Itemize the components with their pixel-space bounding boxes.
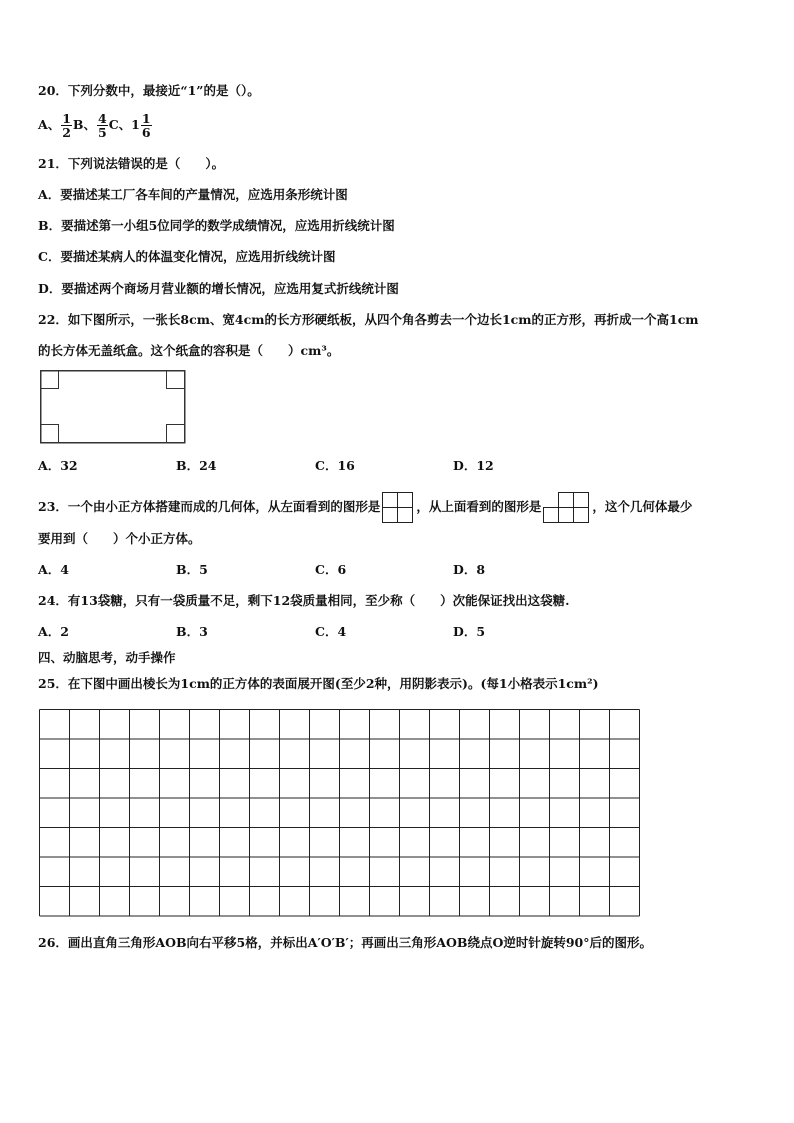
left-view-figure bbox=[382, 492, 414, 524]
corner-square-bottom-right bbox=[167, 425, 185, 443]
cardboard-outline bbox=[41, 371, 185, 443]
q23-stem-line1 bbox=[38, 491, 692, 524]
q24-stem: 24．有13袋糖，只有一袋质量不足，剩下12袋质量相同，至少称（ ）次能保证找出这袋糖. bbox=[38, 593, 570, 608]
q20-option-c-whole: 1 bbox=[131, 117, 140, 132]
q20-stem: 20．下列分数中，最接近“1”的是（）。 bbox=[38, 83, 260, 98]
q24-option-d: D．5 bbox=[453, 624, 486, 639]
q21-stem: 21．下列说法错误的是（ ）。 bbox=[38, 156, 225, 171]
q25-stem: 25．在下图中画出棱长为1cm的正方体的表面展开图(至少2种，用阴影表示)。(每1小格表示1cm²) bbox=[38, 676, 599, 691]
q22-option-d: D．12 bbox=[453, 458, 494, 473]
q20-option-a-label: A、 bbox=[38, 117, 61, 132]
q21-option-b: B．要描述第一小组5位同学的数学成绩情况，应选用折线统计图 bbox=[38, 218, 395, 233]
q20-option-c-label: C、 bbox=[108, 117, 132, 132]
q23-stem-part2: ，从上面看到的图形是 bbox=[416, 499, 542, 514]
q23-stem-part3: ，这个几何体最少 bbox=[592, 499, 693, 514]
q22-option-c: C．16 bbox=[315, 458, 355, 473]
q24-option-a: A．2 bbox=[38, 624, 69, 639]
q21-option-a: A．要描述某工厂各车间的产量情况，应选用条形统计图 bbox=[38, 187, 348, 202]
q23-stem-line2: 要用到（ ）个小正方体。 bbox=[38, 531, 201, 546]
q20-option-c-fraction: $\frac{1}{6}$ bbox=[141, 111, 151, 140]
q21-option-d: D．要描述两个商场月营业额的增长情况，应选用复式折线统计图 bbox=[38, 281, 399, 296]
q20-option-b-fraction: $\frac{4}{5}$ bbox=[97, 111, 107, 140]
q22-stem-line2: 的长方体无盖纸盒。这个纸盒的容积是（ ）cm³。 bbox=[38, 343, 340, 358]
q21-option-c: C．要描述某病人的体温变化情况，应选用折线统计图 bbox=[38, 249, 336, 264]
q22-option-a: A．32 bbox=[38, 458, 78, 473]
top-view-figure bbox=[543, 492, 590, 524]
q23-stem-part1: 23．一个由小正方体搭建而成的几何体，从左面看到的图形是 bbox=[38, 499, 381, 514]
q23-option-b: B．5 bbox=[176, 562, 208, 577]
q26-stem: 26．画出直角三角形AOB向右平移5格，并标出A′O′B′；再画出三角形AOB绕点O逆时针旋转90°后的图形。 bbox=[38, 935, 652, 950]
q24-option-c: C．4 bbox=[315, 624, 347, 639]
q23-option-a: A．4 bbox=[38, 562, 69, 577]
corner-square-top-right bbox=[167, 371, 185, 389]
q20-options bbox=[38, 112, 153, 139]
cardboard-diagram bbox=[39, 369, 187, 445]
corner-square-bottom-left bbox=[41, 425, 59, 443]
section-4-title: 四、动脑思考，动手操作 bbox=[38, 650, 176, 665]
q20-option-b-label: B、 bbox=[72, 117, 96, 132]
q22-option-b: B．24 bbox=[176, 458, 217, 473]
q22-stem-line1: 22．如下图所示，一张长8cm、宽4cm的长方形硬纸板，从四个角各剪去一个边长1cm的正方形，再折成一个高1cm bbox=[38, 312, 699, 327]
corner-square-top-left bbox=[41, 371, 59, 389]
q24-option-b: B．3 bbox=[176, 624, 208, 639]
q20-option-a-fraction: $\frac{1}{2}$ bbox=[62, 111, 71, 140]
q23-option-c: C．6 bbox=[315, 562, 347, 577]
square-grid bbox=[39, 709, 640, 919]
q23-option-d: D．8 bbox=[453, 562, 486, 577]
